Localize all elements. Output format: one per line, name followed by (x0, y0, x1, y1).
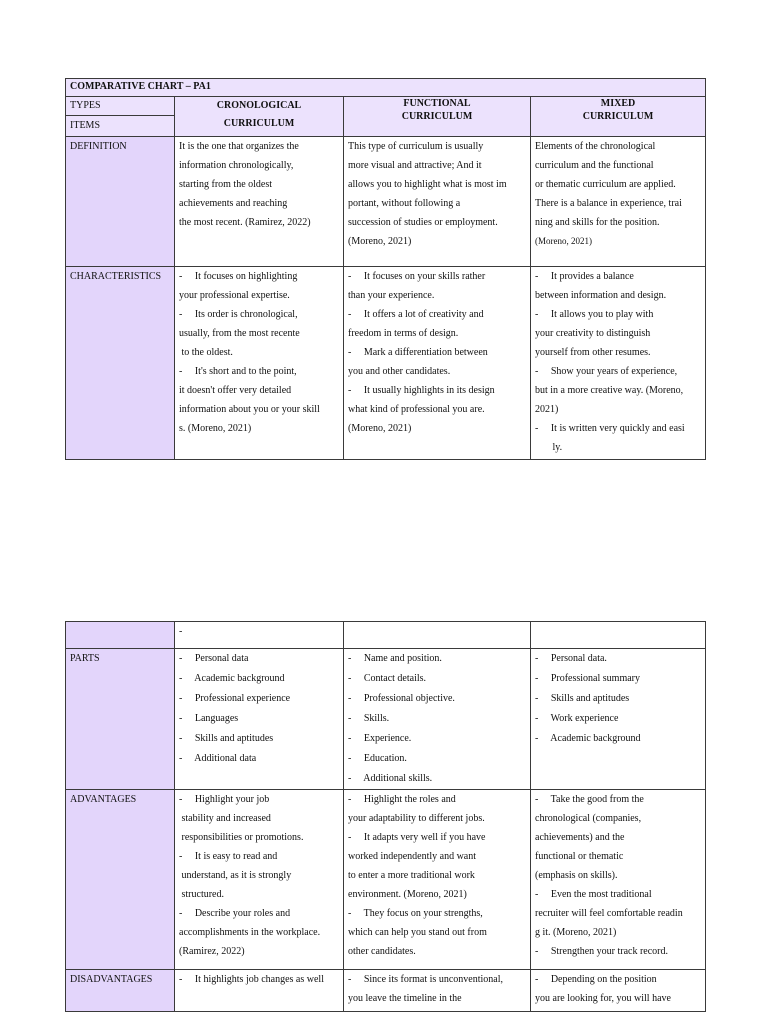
characteristics-mixed (531, 267, 706, 460)
text-line: - Mark a differentiation between (348, 347, 488, 358)
header-mixed (531, 97, 706, 137)
disadvantages-label: DISADVANTAGES (66, 970, 175, 1012)
text-line: - Its order is chronological, (179, 309, 298, 320)
text-line: - It offers a lot of creativity and (348, 309, 484, 320)
advantages-cronological (175, 790, 344, 970)
text-line: - It focuses on your skills rather (348, 271, 486, 282)
text-line: It is the one that organizes the (179, 141, 299, 152)
text-line: to enter a more traditional work (348, 870, 475, 881)
text-line: responsibilities or promotions. (179, 832, 304, 843)
text-line: 2021) (535, 404, 559, 415)
header-mixed-line2: CURRICULUM (582, 111, 654, 122)
header-mixed-line1: MIXED (600, 98, 636, 109)
text-line: understand, as it is strongly (179, 870, 292, 881)
header-cronological-line2: CURRICULUM (223, 118, 295, 129)
text-line: starting from the oldest (179, 179, 273, 190)
text-line: s. (Moreno, 2021) (179, 423, 252, 434)
text-line: - Additional data (179, 753, 257, 764)
definition-mixed (531, 137, 706, 267)
text-line: what kind of professional you are. (348, 404, 485, 415)
characteristics-label: CHARACTERISTICS (66, 267, 175, 460)
header-functional (344, 97, 531, 137)
text-line: - Academic background (535, 733, 641, 744)
disadvantages-functional (344, 970, 531, 1012)
chart-title: COMPARATIVE CHART – PA1 (66, 79, 706, 97)
text-line: your creativity to distinguish (535, 328, 651, 339)
definition-functional (344, 137, 531, 267)
text-line: yourself from other resumes. (535, 347, 651, 358)
text-line: - It usually highlights in its design (348, 385, 495, 396)
text-line: - Skills and aptitudes (179, 733, 274, 744)
text-line: or thematic curriculum are applied. (535, 179, 676, 190)
text-line: the most recent. (Ramirez, 2022) (179, 217, 311, 228)
text-line: you leave the timeline in the (348, 993, 462, 1004)
text-line: g it. (Moreno, 2021) (535, 927, 617, 938)
parts-mixed (531, 649, 706, 790)
text-line: portant, without following a (348, 198, 461, 209)
text-line: curriculum and the functional (535, 160, 654, 171)
text-line: Elements of the chronological (535, 141, 656, 152)
text-line: - Highlight the roles and (348, 794, 456, 805)
text-line: - It highlights job changes as well (179, 974, 324, 985)
text-line: - Name and position. (348, 653, 442, 664)
advantages-label: ADVANTAGES (66, 790, 175, 970)
text-line: usually, from the most recente (179, 328, 300, 339)
text-line: worked independently and want (348, 851, 477, 862)
header-functional-line2: CURRICULUM (401, 111, 473, 122)
text-line: - Personal data. (535, 653, 607, 664)
types-label: TYPES (66, 97, 174, 116)
text-line: - Contact details. (348, 673, 427, 684)
text-line: achievements) and the (535, 832, 625, 843)
continued-cronological: - (175, 622, 344, 649)
text-line: it doesn't offer very detailed (179, 385, 292, 396)
text-line: you are looking for, you will have (535, 993, 671, 1004)
text-line: - Work experience (535, 713, 619, 724)
text-line: freedom in terms of design. (348, 328, 459, 339)
text-line: - It adapts very well if you have (348, 832, 486, 843)
text-line: - It provides a balance (535, 271, 634, 282)
definition-mixed-citation: (Moreno, 2021) (535, 236, 592, 246)
text-line: (Ramirez, 2022) (179, 946, 245, 957)
text-line: environment. (Moreno, 2021) (348, 889, 467, 900)
text-line: recruiter will feel comfortable readin (535, 908, 683, 919)
text-line: achievements and reaching (179, 198, 288, 209)
disadvantages-cronological (175, 970, 344, 1012)
text-line: - It's short and to the point, (179, 366, 297, 377)
text-line: - Skills and aptitudes (535, 693, 630, 704)
text-line: ning and skills for the position. (535, 217, 660, 228)
text-line: - Education. (348, 753, 407, 764)
text-line: but in a more creative way. (Moreno, (535, 385, 684, 396)
characteristics-functional (344, 267, 531, 460)
text-line: allows you to highlight what is most im (348, 179, 507, 190)
text-line: - Depending on the position (535, 974, 657, 985)
text-line: than your experience. (348, 290, 435, 301)
text-line: your adaptability to different jobs. (348, 813, 485, 824)
header-functional-line1: FUNCTIONAL (403, 98, 471, 109)
text-line: ly. (535, 442, 563, 453)
text-line: succession of studies or employment. (348, 217, 498, 228)
advantages-functional (344, 790, 531, 970)
text-line: - Languages (179, 713, 239, 724)
text-line: - It focuses on highlighting (179, 271, 298, 282)
continued-functional (344, 622, 531, 649)
text-line: - Professional experience (179, 693, 291, 704)
text-line: - They focus on your strengths, (348, 908, 483, 919)
text-line: stability and increased (179, 813, 271, 824)
text-line: information chronologically, (179, 160, 294, 171)
text-line: functional or thematic (535, 851, 624, 862)
text-line: information about you or your skill (179, 404, 320, 415)
parts-label: PARTS (66, 649, 175, 790)
text-line: - Since its format is unconventional, (348, 974, 503, 985)
continued-mixed (531, 622, 706, 649)
continued-label-cell (66, 622, 175, 649)
text-line: structured. (179, 889, 224, 900)
text-line: - Describe your roles and (179, 908, 291, 919)
text-line: other candidates. (348, 946, 416, 957)
text-line: - It is easy to read and (179, 851, 278, 862)
text-line: (Moreno, 2021) (348, 236, 412, 247)
text-line: - Additional skills. (348, 773, 433, 784)
header-cronological-line1: CRONOLOGICAL (216, 100, 302, 111)
text-line: more visual and attractive; And it (348, 160, 482, 171)
definition-mixed-text (535, 137, 701, 232)
text-line: - Professional objective. (348, 693, 455, 704)
advantages-mixed (531, 790, 706, 970)
text-line: This type of curriculum is usually (348, 141, 484, 152)
text-line: (Moreno, 2021) (348, 423, 412, 434)
comparative-table-top (65, 78, 706, 460)
text-line: - Highlight your job (179, 794, 270, 805)
definition-cronological (175, 137, 344, 267)
definition-label: DEFINITION (66, 137, 175, 267)
text-line: your professional expertise. (179, 290, 290, 301)
text-line: There is a balance in experience, trai (535, 198, 682, 209)
text-line: between information and design. (535, 290, 667, 301)
text-line: - Personal data (179, 653, 249, 664)
text-line: - Experience. (348, 733, 412, 744)
items-label: ITEMS (70, 120, 100, 131)
text-line: to the oldest. (179, 347, 233, 358)
disadvantages-mixed (531, 970, 706, 1012)
text-line: - Skills. (348, 713, 390, 724)
parts-cronological (175, 649, 344, 790)
text-line: (emphasis on skills). (535, 870, 618, 881)
types-items-header (66, 97, 175, 137)
comparative-table-bottom (65, 621, 706, 1012)
text-line: - Show your years of experience, (535, 366, 678, 377)
text-line: accomplishments in the workplace. (179, 927, 321, 938)
text-line: - Academic background (179, 673, 285, 684)
text-line: - Professional summary (535, 673, 640, 684)
text-line: you and other candidates. (348, 366, 451, 377)
text-line: - It allows you to play with (535, 309, 654, 320)
text-line: - Take the good from the (535, 794, 644, 805)
header-cronological (175, 97, 344, 137)
text-line: - Strengthen your track record. (535, 946, 669, 957)
text-line: - Even the most traditional (535, 889, 652, 900)
text-line: chronological (companies, (535, 813, 642, 824)
characteristics-cronological (175, 267, 344, 460)
text-line: which can help you stand out from (348, 927, 487, 938)
text-line: - It is written very quickly and easi (535, 423, 685, 434)
parts-functional (344, 649, 531, 790)
